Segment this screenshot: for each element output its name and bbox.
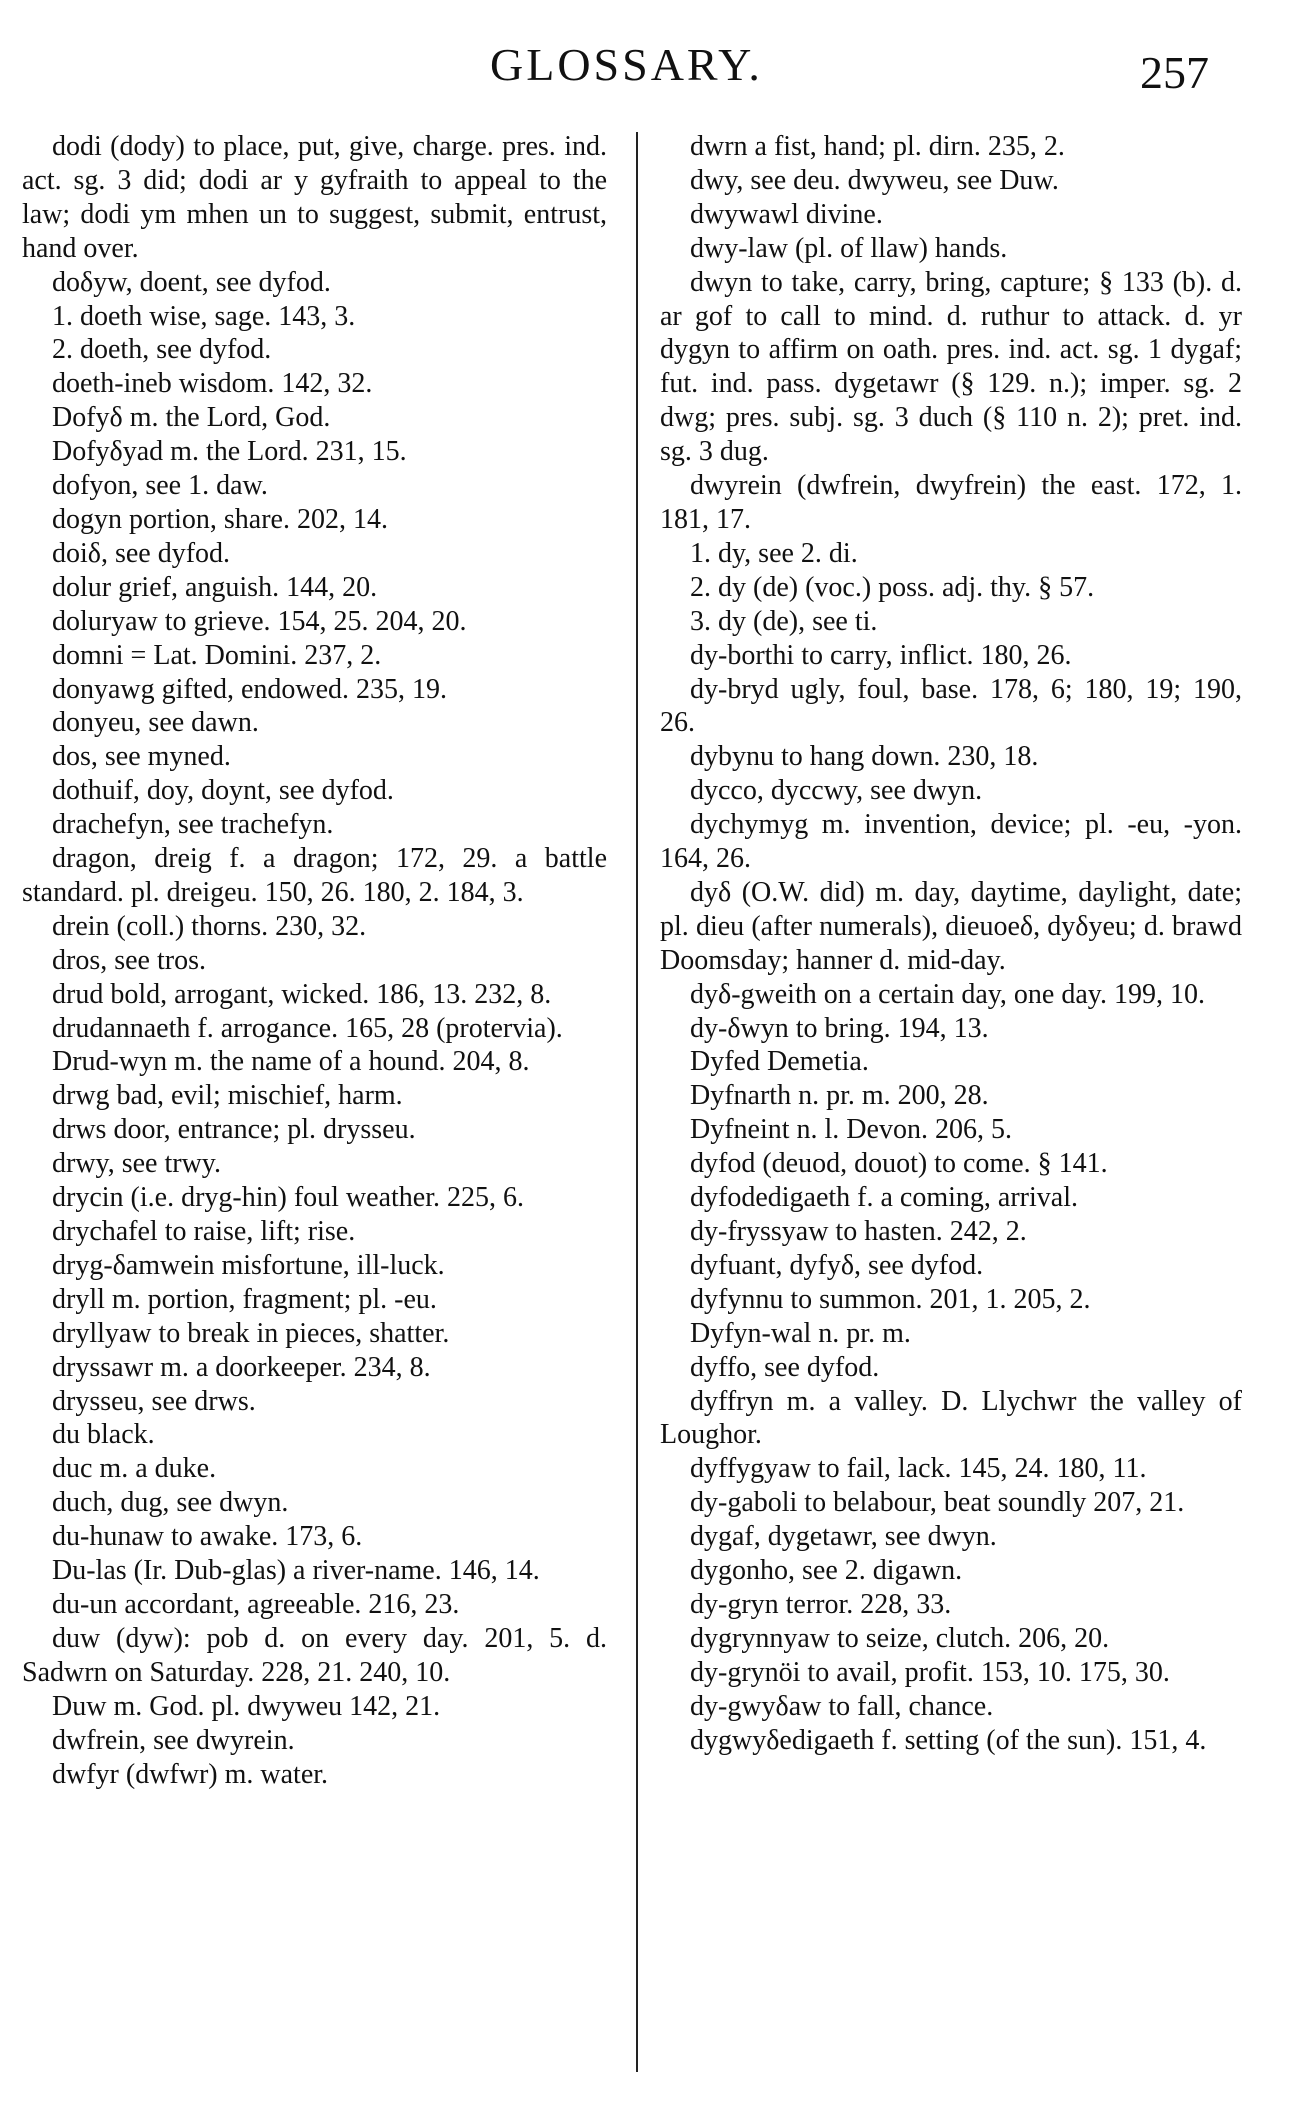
glossary-entry: dryg-δamwein misfortune, ill-luck.	[52, 1249, 445, 1281]
glossary-entry: dygwyδedigaeth f. setting (of the sun). 151, 4.	[690, 1724, 1207, 1756]
glossary-entry: dryll m. portion, fragment; pl. -eu.	[52, 1283, 437, 1315]
glossary-entry: dy-bryd ugly, foul, base. 178, 6; 180, 19; 190, 26.	[660, 673, 1242, 739]
glossary-entry: dy-gwyδaw to fall, chance.	[690, 1690, 994, 1722]
glossary-entry: duch, dug, see dwyn.	[52, 1487, 289, 1519]
glossary-entry: dy-fryssyaw to hasten. 242, 2.	[690, 1216, 1027, 1247]
glossary-entry: dyffygyaw to fail, lack. 145, 24. 180, 11.	[690, 1453, 1147, 1485]
glossary-entry: dy-gaboli to belabour, beat soundly 207, 21.	[690, 1487, 1185, 1519]
glossary-entry: drysseu, see drws.	[52, 1385, 256, 1417]
glossary-entry: dwfyr (dwfwr) m. water.	[52, 1758, 329, 1790]
glossary-left-column	[22, 130, 607, 1791]
glossary-entry: 2. doeth, see dyfod.	[52, 334, 272, 366]
glossary-entry: Dyfyn-wal n. pr. m.	[690, 1317, 911, 1349]
glossary-entry: doeth-ineb wisdom. 142, 32.	[52, 368, 373, 400]
glossary-entry: domni = Lat. Domini. 237, 2.	[52, 639, 382, 671]
glossary-entry: dy-grynöi to avail, profit. 153, 10. 175, 30.	[690, 1656, 1170, 1688]
glossary-entry: dros, see tros.	[52, 944, 206, 976]
glossary-entry: duc m. a duke.	[52, 1453, 217, 1485]
glossary-entry: dyδ-gweith on a certain day, one day. 199, 10.	[690, 978, 1205, 1010]
glossary-entry: drycin (i.e. dryg-hin) foul weather. 225, 6.	[52, 1182, 524, 1214]
column-divider	[636, 132, 638, 2072]
glossary-entry: dwfrein, see dwyrein.	[52, 1724, 295, 1756]
page-header	[0, 38, 1298, 98]
glossary-entry: donyawg gifted, endowed. 235, 19.	[52, 673, 448, 705]
glossary-entry: dos, see myned.	[52, 741, 231, 773]
glossary-entry: dyffryn m. a valley. D. Llychwr the valley of Loughor.	[660, 1385, 1242, 1451]
glossary-entry: dolur grief, anguish. 144, 20.	[52, 571, 378, 603]
glossary-entry: Dofyδyad m. the Lord. 231, 15.	[52, 436, 407, 468]
glossary-entry: drachefyn, see trachefyn.	[52, 809, 334, 841]
glossary-entry: Dyfneint n. l. Devon. 206, 5.	[690, 1114, 1012, 1146]
glossary-entry: dycco, dyccwy, see dwyn.	[690, 775, 983, 807]
page-number: 257	[1140, 47, 1209, 98]
glossary-entry: 1. doeth wise, sage. 143, 3.	[52, 300, 356, 332]
glossary-entry: drwg bad, evil; mischief, harm.	[52, 1080, 403, 1112]
glossary-entry: Dofyδ m. the Lord, God.	[52, 402, 331, 434]
glossary-entry: drud bold, arrogant, wicked. 186, 13. 232, 8.	[52, 978, 552, 1010]
glossary-entry: dofyon, see 1. daw.	[52, 470, 268, 502]
glossary-entry: dryssawr m. a doorkeeper. 234, 8.	[52, 1351, 431, 1383]
glossary-entry: dyfodedigaeth f. a coming, arrival.	[690, 1182, 1078, 1214]
glossary-entry: dwrn a fist, hand; pl. dirn. 235, 2.	[690, 131, 1065, 162]
glossary-entry: dyδ (O.W. did) m. day, daytime, daylight, date; pl. dieu (after numerals), dieuoeδ, dyδyeu; d. brawd Doomsday; hanner d. mid-day.	[660, 876, 1242, 976]
glossary-entry: dy-gryn terror. 228, 33.	[690, 1588, 952, 1620]
glossary-entry: dyfuant, dyfyδ, see dyfod.	[690, 1249, 984, 1281]
glossary-entry: dodi (dody) to place, put, give, charge. pres. ind. act. sg. 3 did; dodi ar y gyfraith to appeal to the law; dodi ym mhen un to suggest, submit, entrust, hand over.	[22, 131, 607, 264]
glossary-entry: dyfod (deuod, douot) to come. § 141.	[690, 1148, 1108, 1180]
glossary-entry: 3. dy (de), see ti.	[690, 605, 878, 637]
glossary-entry: dygrynnyaw to seize, clutch. 206, 20.	[690, 1622, 1110, 1654]
glossary-entry: dwywawl divine.	[690, 198, 883, 230]
glossary-entry: dwy, see deu. dwyweu, see Duw.	[690, 164, 1059, 196]
glossary-entry: Dyfed Demetia.	[690, 1046, 869, 1078]
glossary-entry: duw (dyw): pob d. on every day. 201, 5. d. Sadwrn on Saturday. 228, 21. 240, 10.	[22, 1622, 607, 1688]
glossary-entry: donyeu, see dawn.	[52, 707, 259, 739]
glossary-entry: dychymyg m. invention, device; pl. -eu, -yon. 164, 26.	[660, 809, 1242, 875]
glossary-entry: dwyrein (dwfrein, dwyfrein) the east. 172, 1. 181, 17.	[660, 470, 1242, 535]
glossary-entry: du black.	[52, 1419, 155, 1451]
glossary-right-column	[660, 130, 1242, 1758]
glossary-entry: drychafel to raise, lift; rise.	[52, 1216, 356, 1247]
glossary-entry: doiδ, see dyfod.	[52, 537, 231, 569]
glossary-entry: Duw m. God. pl. dwyweu 142, 21.	[52, 1690, 441, 1722]
glossary-entry: dogyn portion, share. 202, 14.	[52, 503, 388, 535]
glossary-entry: drws door, entrance; pl. drysseu.	[52, 1114, 416, 1146]
glossary-entry: dygonho, see 2. digawn.	[690, 1555, 963, 1587]
glossary-entry: Du-las (Ir. Dub-glas) a river-name. 146, 14.	[52, 1555, 540, 1587]
glossary-entry: 2. dy (de) (voc.) poss. adj. thy. § 57.	[690, 571, 1095, 603]
glossary-entry: dy-borthi to carry, inflict. 180, 26.	[690, 639, 1072, 671]
glossary-entry: Dyfnarth n. pr. m. 200, 28.	[690, 1080, 989, 1112]
glossary-entry: doδyw, doent, see dyfod.	[52, 266, 331, 298]
glossary-entry: 1. dy, see 2. di.	[690, 537, 858, 569]
glossary-entry: drudannaeth f. arrogance. 165, 28 (protervia).	[52, 1012, 563, 1044]
glossary-entry: dyffo, see dyfod.	[690, 1351, 880, 1383]
glossary-entry: du-un accordant, agreeable. 216, 23.	[52, 1588, 460, 1620]
glossary-entry: drein (coll.) thorns. 230, 32.	[52, 910, 367, 942]
glossary-entry: Drud-wyn m. the name of a hound. 204, 8.	[52, 1046, 530, 1078]
glossary-entry: drwy, see trwy.	[52, 1148, 221, 1180]
glossary-entry: dothuif, doy, doynt, see dyfod.	[52, 775, 394, 807]
glossary-entry: dyfynnu to summon. 201, 1. 205, 2.	[690, 1283, 1091, 1315]
glossary-entry: dybynu to hang down. 230, 18.	[690, 741, 1039, 773]
glossary-entry: dygaf, dygetawr, see dwyn.	[690, 1521, 997, 1553]
glossary-entry: du-hunaw to awake. 173, 6.	[52, 1521, 363, 1553]
glossary-entry: doluryaw to grieve. 154, 25. 204, 20.	[52, 605, 467, 637]
glossary-entry: dwy-law (pl. of llaw) hands.	[690, 232, 1008, 264]
glossary-entry: dragon, dreig f. a dragon; 172, 29. a battle standard. pl. dreigeu. 150, 26. 180, 2. 184, 3.	[22, 843, 607, 908]
glossary-entry: dryllyaw to break in pieces, shatter.	[52, 1317, 450, 1349]
running-title: GLOSSARY.	[490, 39, 763, 90]
glossary-entry: dy-δwyn to bring. 194, 13.	[690, 1012, 989, 1044]
glossary-entry: dwyn to take, carry, bring, capture; § 133 (b). d. ar gof to call to mind. d. ruthur to attack. d. yr dygyn to affirm on oath. pres. ind. act. sg. 1 dygaf; fut. ind. pass. dygetawr (§ 129. n.); imper. sg. 2 dwg; pres. subj. sg. 3 duch (§ 110 n. 2); pret. ind. sg. 3 dug.	[660, 266, 1242, 468]
